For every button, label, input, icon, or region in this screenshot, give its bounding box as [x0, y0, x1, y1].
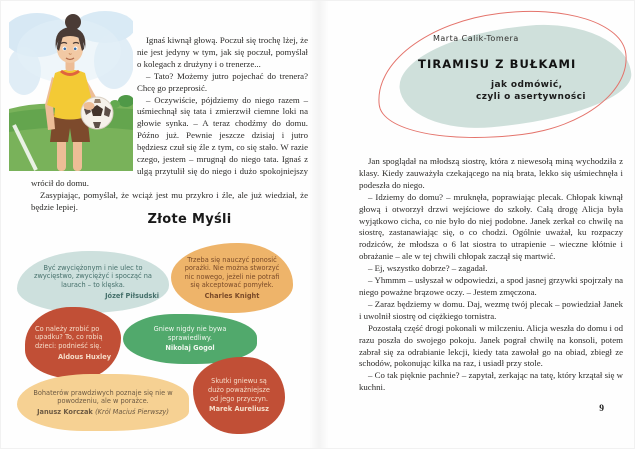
left-page — [1, 1, 318, 448]
story-paragraph: Zasypiając, pomyślał, że wciąż jest mu przykro i źle, ale już wiedział, że będzie lepiej. — [31, 189, 308, 212]
quote-author: Aldous Huxley — [57, 352, 111, 361]
right-page-body — [359, 156, 623, 394]
golden-thoughts-heading: Złote Myśli — [147, 211, 232, 227]
quote-author: Janusz Korczak (Król Maciuś Pierwszy) — [37, 407, 169, 416]
quote-bubble-huxley — [25, 307, 121, 379]
quote-author: Charles Knight — [204, 291, 260, 300]
story-paragraph: – Idziemy do domu? – mruknęła, poprawiając plecak. Chłopak kiwnął głową i otworzył drzwi wejściowe do szkoły. Całą drogę Alicja była wyjątkowo cicha, co nie było do niej podobne. Janek zerkał co chwilę na siostrę, zastanawiając się, o co chodzi. Ogólnie uważał, ku rozpaczy rodziców, że młodsza o 6 lat siostra to utrapienie – wieczne kłótnie i obrażanie – ale w tej chwili chłopak zaczął się martwić. — [359, 191, 623, 262]
chapter-author: Marta Calik-Tomera — [433, 34, 519, 43]
quote-text: Skutki gniewu są dużo poważniejsze od jego przyczyn. — [208, 377, 270, 403]
quote-bubble-pilsudski — [17, 251, 169, 313]
story-paragraph: Jan spoglądał na młodszą siostrę, która z niewesołą miną wychodziła z klasy. Kiedy zauważyła czekającego na nią brata, lekko się uśmiechnęła i podeszła do niego. — [359, 156, 623, 190]
story-paragraph: – Oczywiście, pójdziemy do niego razem – uśmiechnął się tata i zmierzwił ciemne loki na głowie synka. – A teraz chodźmy do domu. Późno już. Pewnie jeszcze dzisiaj i jutro będziesz czuł się źle z tym, co się stało. W razie czego, jestem – mrugnął do niego tata. Ignaś z ulgą przytulił się do niego i dużo spokojniejszy wrócił do domu. — [31, 94, 308, 188]
quote-text: Co należy zrobić po upadku? To, co robią dzieci: podnieść się. — [35, 324, 103, 350]
story-paragraph: – Tato? Możemy jutro pojechać do trenera? Chcę go przeprosić. — [137, 70, 308, 93]
story-paragraph: – Co tak pięknie pachnie? – zapytał, zerkając na tatę, który krzątał się w kuchni. — [359, 370, 623, 393]
quote-bubble-knight — [171, 243, 293, 313]
quote-text: Bohaterów prawdziwych poznaje się nie w powodzeniu, ale w porażce. — [33, 388, 173, 406]
story-paragraph: – Yhmmm – usłyszał w odpowiedzi, a spod jasnej grzywki spojrzały na niego poważne brązowe oczy. – Jestem zmęczona. — [359, 275, 623, 297]
chapter-subtitle-line1: jak odmówić, — [491, 80, 563, 90]
quote-author-note: (Król Maciuś Pierwszy) — [95, 407, 169, 416]
quote-text: Trzeba się nauczyć ponosić porażki. Nie można stworzyć nic nowego, jeżeli nie potrafi się akceptować pomyłek. — [184, 255, 280, 290]
story-paragraph: – Ej, wszystko dobrze? – zagadał. — [368, 263, 488, 274]
story-paragraph: – Zaraz będziemy w domu. Daj, wezmę twój plecak – powiedział Janek i uwolnił siostrę od ciężkiego tornistra. — [359, 298, 623, 321]
quote-author: Nikolaj Gogol — [165, 344, 215, 353]
chapter-title: TIRAMISU Z BUŁKAMI — [418, 57, 577, 71]
quote-bubble-korczak — [17, 374, 189, 431]
quote-text: Gniew nigdy nie bywa sprawiedliwy. — [153, 325, 227, 342]
chapter-header-outline — [369, 0, 634, 152]
quote-text: Być zwyciężonym i nie ulec to zwycięstwo, zwyciężyć i spocząć na laurach – to klęska. — [34, 263, 152, 289]
quote-author: Józef Piłsudski — [105, 291, 159, 300]
left-page-body — [31, 35, 308, 226]
story-paragraph: Ignaś kiwnął głową. Poczuł się trochę lżej, że nie jest jedyny w tym, jak się poczuł, pomyślał o kolegach z drużyny i o trenerze... — [137, 35, 308, 69]
quote-bubble-aureliusz — [193, 357, 285, 434]
page-number: 9 — [599, 404, 604, 414]
right-page — [319, 1, 635, 448]
illustration-spacer — [31, 35, 137, 176]
story-paragraph: Pozostałą część drogi pokonali w milczeniu. Alicja weszła do domu i od razu poszła do swojego pokoju. Janek pograł chwilę na konsoli, potem zabrał się za odrabianie lekcji, kiedy tata zawołał go na obiad, zbiegł ze schodów, pokonując kilka na raz, i usiadł przy stole. — [359, 322, 623, 369]
chapter-subtitle-line2: czyli o asertywności — [476, 92, 586, 102]
quote-author: Marek Aureliusz — [209, 405, 269, 414]
